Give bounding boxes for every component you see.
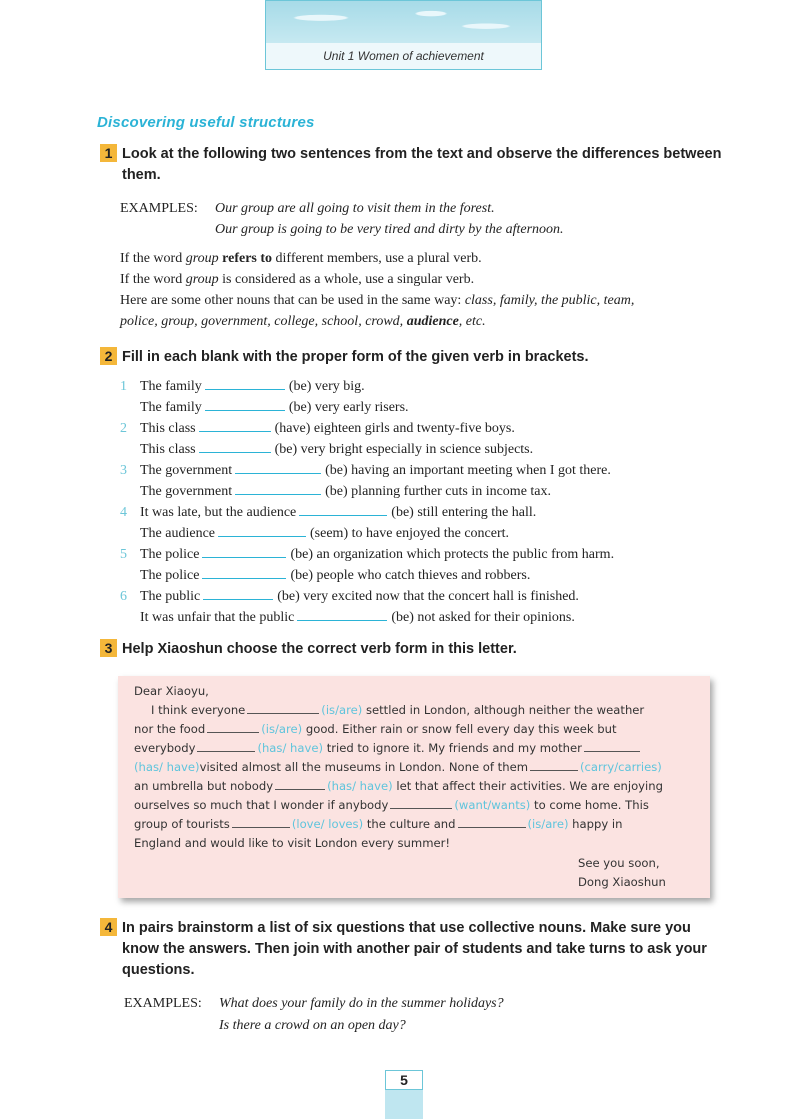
answer-blank[interactable] [584, 739, 640, 752]
rule-3-cont: police, group, government, college, school, crowd, audience, etc. [120, 314, 486, 329]
answer-blank[interactable] [199, 418, 271, 432]
letter-line: (has/ have)visited almost all the museums in London. None of them (carry/carries) [134, 760, 662, 774]
letter-box [118, 676, 710, 898]
header-decoration [266, 1, 541, 43]
letter-line: I think everyone (is/are) settled in London, although neither the weather [151, 703, 645, 717]
task-2-sentence: 1 The family (be) very big. [120, 376, 365, 397]
rule-2: If the word group is considered as a whole, use a singular verb. [120, 272, 475, 287]
answer-blank[interactable] [205, 397, 285, 411]
letter-line: England and would like to visit London every summer! [134, 836, 451, 850]
answer-blank[interactable] [202, 565, 286, 579]
answer-blank[interactable] [390, 796, 452, 809]
answer-blank[interactable] [205, 376, 285, 390]
answer-blank[interactable] [235, 481, 321, 495]
task-2-sentence: It was unfair that the public (be) not asked for their opinions. [120, 607, 575, 628]
task-1-heading [100, 144, 730, 186]
rule-3: Here are some other nouns that can be used in the same way: class, family, the public, team, [120, 293, 635, 308]
task-2-heading [100, 347, 730, 368]
item-number: 3 [120, 463, 127, 478]
letter-greeting: Dear Xiaoyu, [134, 684, 209, 698]
task-2-sentence: The government (be) planning further cuts in income tax. [120, 481, 551, 502]
page-number: 5 [385, 1070, 423, 1090]
answer-blank[interactable] [530, 758, 578, 771]
task-4-example-2: Is there a crowd on an open day? [219, 1018, 406, 1033]
task-number-badge: 2 [100, 347, 117, 365]
task-4-instruction: In pairs brainstorm a list of six questions that use collective nouns. Make sure you know the answers. Then join with another pair of students and take turns to ask your questions. [122, 920, 707, 978]
letter-line: group of tourists (love/ loves) the culture and (is/are) happy in [134, 817, 623, 831]
task-2-sentence: 2 This class (have) eighteen girls and twenty-five boys. [120, 418, 515, 439]
item-number: 5 [120, 547, 127, 562]
task-2-sentence: The audience (seem) to have enjoyed the concert. [120, 523, 509, 544]
answer-blank[interactable] [218, 523, 306, 537]
answer-blank[interactable] [297, 607, 387, 621]
letter-signature: Dong Xiaoshun [578, 875, 666, 889]
task-2-sentence: 3 The government (be) having an important meeting when I got there. [120, 460, 611, 481]
task-number-badge: 3 [100, 639, 117, 657]
letter-line: an umbrella but nobody (has/ have) let that affect their activities. We are enjoying [134, 779, 663, 793]
answer-blank[interactable] [199, 439, 271, 453]
answer-blank[interactable] [299, 502, 387, 516]
task-number-badge: 1 [100, 144, 117, 162]
task-1-example-1: EXAMPLES: Our group are all going to visit them in the forest. [120, 201, 495, 216]
unit-title: Unit 1 Women of achievement [266, 43, 541, 69]
answer-blank[interactable] [235, 460, 321, 474]
item-number: 2 [120, 421, 127, 436]
letter-line: nor the food (is/are) good. Either rain or snow fell every day this week but [134, 722, 617, 736]
page-number-tab [385, 1070, 423, 1119]
answer-blank[interactable] [458, 815, 526, 828]
letter-line: everybody (has/ have) tried to ignore it. My friends and my mother [134, 739, 696, 758]
task-2-instruction: Fill in each blank with the proper form of the given verb in brackets. [122, 349, 589, 365]
letter-line: ourselves so much that I wonder if anybody (want/wants) to come home. This [134, 798, 649, 812]
task-2-sentence: 6 The public (be) very excited now that the concert hall is finished. [120, 586, 579, 607]
answer-blank[interactable] [275, 777, 325, 790]
task-2-sentence: The police (be) people who catch thieves and robbers. [120, 565, 530, 586]
task-2-sentence: 5 The police (be) an organization which protects the public from harm. [120, 544, 614, 565]
rule-1: If the word group refers to different members, use a plural verb. [120, 251, 482, 266]
answer-blank[interactable] [202, 544, 286, 558]
answer-blank[interactable] [232, 815, 290, 828]
task-1-instruction: Look at the following two sentences from the text and observe the differences between them. [122, 146, 722, 183]
item-number: 6 [120, 589, 127, 604]
task-3-instruction: Help Xiaoshun choose the correct verb form in this letter. [122, 641, 517, 657]
task-2-sentence: The family (be) very early risers. [120, 397, 409, 418]
task-3-heading [100, 639, 730, 660]
answer-blank[interactable] [247, 701, 319, 714]
task-4-heading [100, 918, 730, 981]
answer-blank[interactable] [207, 720, 259, 733]
answer-blank[interactable] [197, 739, 255, 752]
task-2-sentence: This class (be) very bright especially in science subjects. [120, 439, 533, 460]
task-1-example-2: Our group is going to be very tired and dirty by the afternoon. [215, 222, 564, 237]
answer-blank[interactable] [203, 586, 273, 600]
section-title: Discovering useful structures [97, 114, 315, 131]
unit-header [265, 0, 542, 70]
item-number: 4 [120, 505, 127, 520]
task-number-badge: 4 [100, 918, 117, 936]
letter-closing: See you soon, [578, 856, 660, 870]
task-2-sentence: 4 It was late, but the audience (be) still entering the hall. [120, 502, 536, 523]
task-4-example-1: EXAMPLES: What does your family do in the summer holidays? [124, 996, 504, 1011]
item-number: 1 [120, 379, 127, 394]
